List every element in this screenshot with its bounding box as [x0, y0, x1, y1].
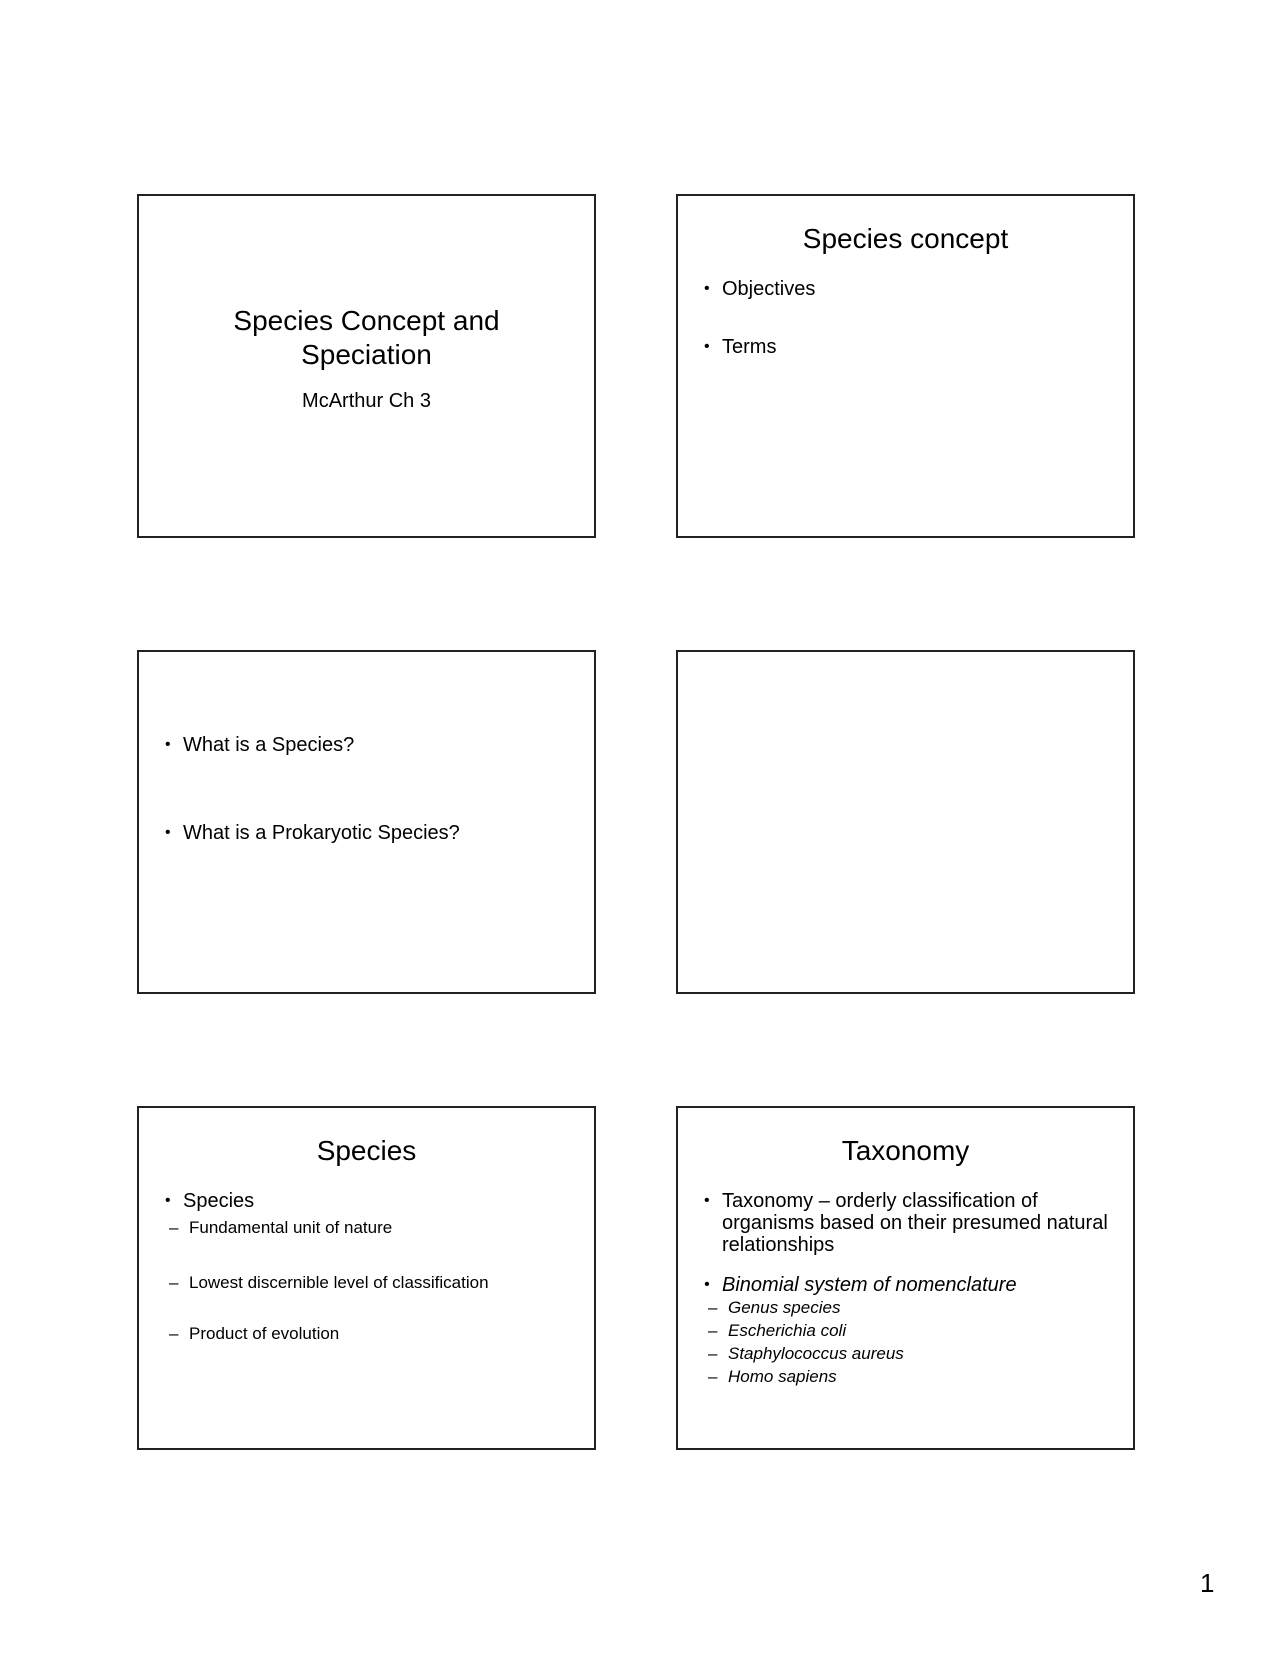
bullet-item: • Terms: [704, 336, 1119, 358]
bullet-text: Species: [183, 1190, 255, 1212]
slide-2: [676, 194, 1135, 538]
sub-bullet-item: – Lowest discernible level of classification: [165, 1271, 580, 1294]
bullet-item: • What is a Prokaryotic Species?: [165, 822, 580, 844]
bullet-list: [704, 1190, 1119, 1388]
bullet-text: Binomial system of nomenclature: [722, 1274, 1017, 1296]
bullet-item: [704, 1190, 1119, 1256]
slide-title: Species: [316, 1135, 417, 1166]
sub-bullet-item: – Staphylococcus aureus: [704, 1342, 1119, 1365]
bullet-list: [165, 1190, 580, 1345]
sub-bullet-list: [704, 1296, 1119, 1388]
sub-bullet-item: – Fundamental unit of nature: [165, 1216, 580, 1239]
slide-title: Taxonomy: [841, 1135, 970, 1166]
slide-5: [137, 1106, 596, 1450]
slide-4: [676, 650, 1135, 994]
slide-3: [137, 650, 596, 994]
sub-bullet-item: – Homo sapiens: [704, 1365, 1119, 1388]
bullet-item: [165, 1190, 580, 1345]
slide-1: [137, 194, 596, 538]
bullet-item: • Objectives: [704, 278, 1119, 300]
sub-bullet-item: – Product of evolution: [165, 1322, 580, 1345]
sub-bullet-item: – Escherichia coli: [704, 1319, 1119, 1342]
slide-title: Species Concept and Speciation: [233, 305, 500, 370]
bullet-text: Taxonomy – orderly classification of organisms based on their presumed natural relationships: [722, 1190, 1108, 1256]
title-block: [139, 304, 594, 413]
slide-6: [676, 1106, 1135, 1450]
bullet-item: • What is a Species?: [165, 734, 580, 756]
sub-bullet-item: – Genus species: [704, 1296, 1119, 1319]
page-number: 1: [1200, 1568, 1215, 1598]
bullet-item: [704, 1274, 1119, 1388]
sub-bullet-list: [165, 1216, 580, 1345]
slide-subtitle: McArthur Ch 3: [302, 390, 431, 412]
bullet-list: [704, 278, 1119, 358]
slide-title: Species concept: [802, 223, 1009, 254]
bullet-list: [165, 734, 580, 844]
